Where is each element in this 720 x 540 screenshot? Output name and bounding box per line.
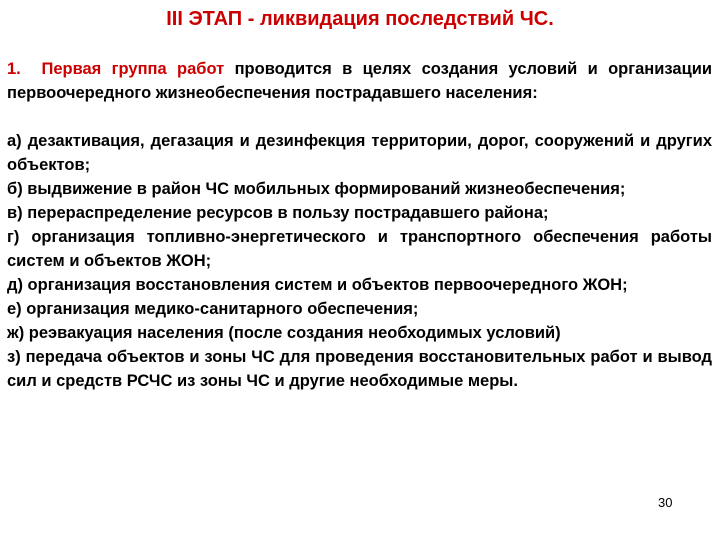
intro-text: проводится в целях создания условий и организации первоочередного жизнеобеспечения пострадавшего населения: (7, 60, 713, 102)
list-item-d: д) организация восстановления систем и объектов первоочередного ЖОН; (7, 276, 628, 294)
slide-body (7, 57, 712, 393)
spacer (7, 105, 712, 129)
page-number: 30 (658, 495, 673, 510)
intro-accent-text: Первая группа работ (41, 60, 225, 78)
list-item-zh: ж) реэвакуация населения (после создания необходимых условий) (7, 324, 561, 342)
list-item-e: е) организация медико-санитарного обеспечения; (7, 300, 419, 318)
list-item-a: а) дезактивация, дегазация и дезинфекция территории, дорог, сооружений и других объектов; (7, 132, 712, 174)
list-item-v: в) перераспределение ресурсов в пользу пострадавшего района; (7, 204, 549, 222)
list-item-g: г) организация топливно-энергетического и транспортного обеспечения работы систем и объектов ЖОН; (7, 228, 712, 270)
list-item-b: б) выдвижение в район ЧС мобильных формирований жизнеобеспечения; (7, 180, 626, 198)
intro-number: 1. (7, 60, 21, 78)
list-item-z: з) передача объектов и зоны ЧС для проведения восстановительных работ и вывод сил и средств РСЧС из зоны ЧС и другие необходимые меры. (7, 348, 712, 390)
intro-paragraph (7, 57, 712, 105)
slide-title: III ЭТАП - ликвидация последствий ЧС. (166, 8, 554, 30)
